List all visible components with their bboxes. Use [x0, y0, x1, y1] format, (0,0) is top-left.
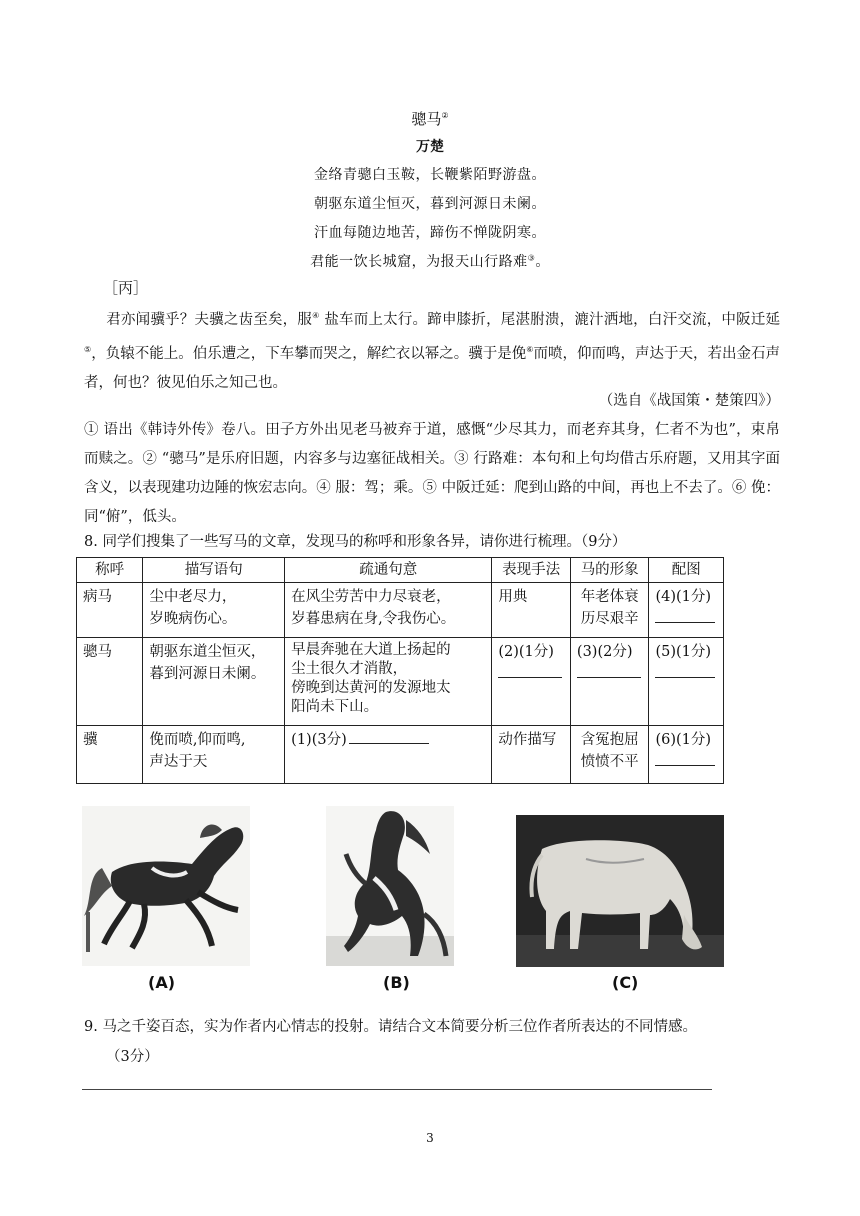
cell: 病马 [77, 583, 143, 638]
poem-line: 朝驱东道尘恒灭，暮到河源日未阑。 [314, 196, 546, 212]
cell: 朝驱东道尘恒灭， 暮到河源日未阑。 [143, 638, 285, 726]
figure-caption: (C) [612, 973, 639, 992]
question-8: 8. 同学们搜集了一些写马的文章，发现马的称呼和形象各异，请你进行梳理。（9分） [84, 534, 627, 550]
question-9: 9. 马之千姿百态，实为作者内心情志的投射。请结合文本简要分析三位作者所表达的不同情感。 [84, 1019, 697, 1035]
answer-blank-cell[interactable]: (2)(1分) [492, 638, 571, 726]
horse-painting-a [82, 806, 250, 966]
header-cell: 疏通句意 [285, 558, 492, 583]
figure-caption: (A) [148, 973, 176, 992]
table-header-row [77, 558, 724, 583]
table-row [77, 638, 724, 726]
table-row [77, 726, 724, 784]
cell: 尘中老尽力， 岁晚病伤心。 [143, 583, 285, 638]
question-9-score: （3分） [106, 1049, 159, 1065]
cell: 在风尘劳苦中力尽衰老， 岁暮患病在身,令我伤心。 [285, 583, 492, 638]
answer-blank-cell[interactable]: (6)(1分) [649, 726, 724, 784]
poem-line: 金络青骢白玉鞍，长鞭紫陌野游盘。 [314, 167, 546, 183]
answer-blank-cell[interactable]: (1)(3分) [285, 726, 492, 784]
poem-line: 君能一饮长城窟，为报天山行路难③。 [310, 253, 550, 270]
horse-painting-c [516, 815, 724, 967]
cell: 骢马 [77, 638, 143, 726]
header-cell: 配图 [649, 558, 724, 583]
page-number: 3 [426, 1131, 434, 1145]
poem-author: 万楚 [416, 139, 444, 155]
footnote-marker: ③ [527, 253, 536, 263]
footnotes: ① 语出《韩诗外传》卷八。田子方外出见老马被弃于道，感慨“少尽其力，而老弃其身，仁者不为也”，束帛而赎之。② “骢马”是乐府旧题，内容多与边塞征战相关。③ 行路难：本句和上句均借古乐府题，又用其字面含义，以表现建功边陲的恢宏志向。④ 服：驾；乘。⑤ 中阪迁延：爬到山路的中间，再也上不去了。⑥ 俛：同“俯”，低头。 [84, 422, 780, 525]
footnote-marker: ② [441, 111, 449, 120]
cell: 早晨奔驰在大道上扬起的 尘土很久才消散， 傍晚到达黄河的发源地太 阳尚未下山。 [285, 638, 492, 726]
cell: 骥 [77, 726, 143, 784]
classical-passage: 君亦闻骥乎？夫骥之齿至矣，服④ 盐车而上太行。蹄申膝折，尾湛胕溃，漉汁洒地，白汗交流，中阪迁延⑤，负辕不能上。伯乐遭之，下车攀而哭之，解纻衣以幂之。骥于是俛⑥而喷，仰而鸣，声达于天，若出金石声者，何也？彼见伯乐之知己也。 [84, 311, 781, 391]
header-cell: 描写语句 [143, 558, 285, 583]
header-cell: 称呼 [77, 558, 143, 583]
table-row [77, 583, 724, 638]
figure-caption: (B) [383, 973, 410, 992]
cell: 年老体衰 历尽艰辛 [570, 583, 649, 638]
answer-table [76, 557, 724, 784]
header-cell: 表现手法 [492, 558, 571, 583]
cell: 用典 [492, 583, 571, 638]
cell: 俛而喷,仰而鸣, 声达于天 [143, 726, 285, 784]
header-cell: 马的形象 [570, 558, 649, 583]
source-citation: （选自《战国策・楚策四》） [598, 393, 780, 409]
answer-blank-cell[interactable]: (3)(2分) [570, 638, 649, 726]
section-label: ［丙］ [103, 279, 149, 297]
answer-blank-cell[interactable]: (5)(1分) [649, 638, 724, 726]
horse-painting-b [326, 806, 454, 966]
poem-line: 汗血每随边地苦，蹄伤不惮陇阴寒。 [314, 225, 546, 241]
cell: 含冤抱屈 愤愤不平 [570, 726, 649, 784]
answer-line[interactable] [82, 1089, 712, 1090]
poem-title: 骢马② [411, 110, 449, 128]
answer-blank-cell[interactable]: (4)(1分) [649, 583, 724, 638]
cell: 动作描写 [492, 726, 571, 784]
